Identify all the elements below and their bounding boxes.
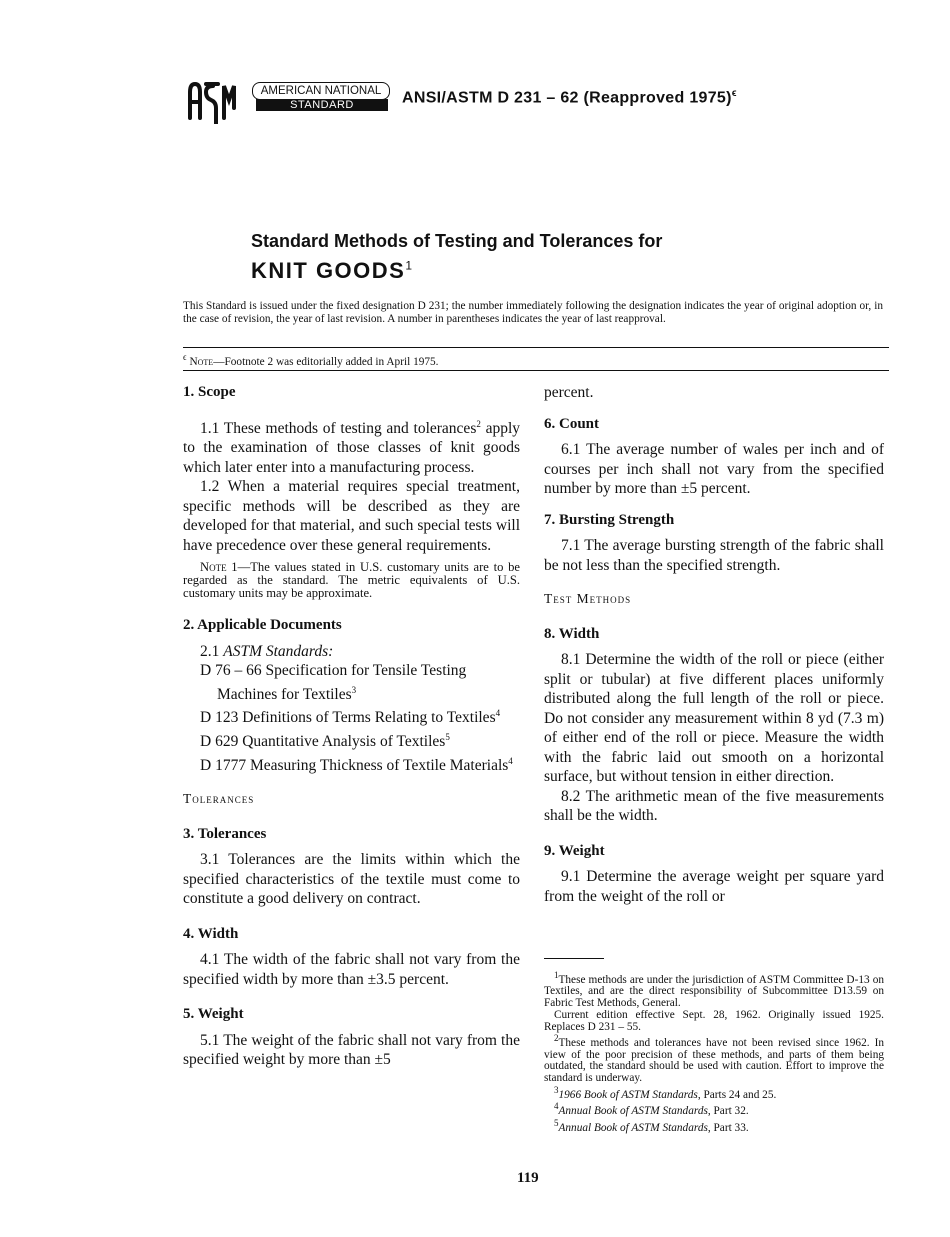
paragraph-8-2: 8.2 The arithmetic mean of the five measurements shall be the width. [544,787,884,824]
footnote-text: These methods and tolerances have not been revised since 1962. In view of the poor precision of these methods, and parts of them being outdated, the standard should be used with caution. Effort to improve the standard is underway. [544,1037,884,1085]
division-heading-tolerances: Tolerances [183,791,255,807]
section-heading-tolerances: 3. Tolerances [183,825,267,842]
paragraph-9-1: 9.1 Determine the average weight per square yard from the weight of the roll or [544,868,884,905]
footnote-text: , Parts 24 and 25. [697,1088,777,1101]
section-heading-weight: 5. Weight [183,1006,244,1023]
designation-mark: ϵ [731,88,737,99]
footnote-1-continued: Current edition effective Sept. 28, 1962. Originally issued 1925. Replaces D 231 – 55. [544,1008,884,1033]
footnote-4 [544,1101,884,1117]
footnote-ref: 2 [476,418,481,429]
note-label: Note 1 [200,560,238,575]
paragraph-5-1-continued: percent. [544,384,594,401]
badge-bottom-label: STANDARD [256,99,388,111]
editorial-note-text: —Footnote 2 was editorially added in April 1975. [213,355,439,368]
text-span: 1.1 These methods of testing and tolerances [200,419,477,437]
footnotes [544,970,884,1134]
document-title-line1: Standard Methods of Testing and Tolerances for [251,231,663,251]
footnote-text: Annual Book of ASTM Standards [558,1121,708,1134]
editorial-note-label: Note [189,355,214,368]
paragraph-2-1 [183,642,520,662]
designation-text: ANSI/ASTM D 231 – 62 (Reapproved 1975) [402,89,732,107]
right-column [544,383,884,906]
paragraph-4-1: 4.1 The width of the fabric shall not vary from the specified width by more than ±3.5 percent. [183,951,520,988]
footnote-5 [544,1118,884,1134]
footnote-text: These methods are under the jurisdiction of ASTM Committee D-13 on Textiles, and are the direct responsibility of Subcommittee D13.59 on Fabric Test Methods, General. [544,973,884,1010]
editorial-note [183,352,438,368]
text-span: apply to the examination of those classes of knit goods which later enter into a manufacturing process. [183,419,521,476]
rule-top [183,347,889,348]
title-main: KNIT GOODS [251,258,406,283]
footnote-ref: 4 [508,755,513,766]
ref-text: D 629 Quantitative Analysis of Textiles [200,733,446,751]
left-column [183,383,520,1070]
astm-standards-label: ASTM Standards: [223,642,334,660]
page-number: 119 [517,1170,539,1186]
section-heading-weight-method: 9. Weight [544,842,605,859]
ref-text: D 1777 Measuring Thickness of Textile Materials [200,756,509,774]
astm-logo-icon [186,78,238,124]
ansi-standard-badge [252,82,392,112]
division-heading-test-methods: Test Methods [544,591,632,606]
section-heading-width: 4. Width [183,925,239,942]
footnote-mark: 4 [554,1101,559,1112]
standard-designation [402,88,737,107]
reference-item [183,752,520,776]
footnote-ref: 5 [445,731,450,742]
badge-top-label: AMERICAN NATIONAL [252,82,390,100]
section-heading-count: 6. Count [544,415,600,432]
footnote-text: Annual Book of ASTM Standards [558,1105,708,1118]
reference-item [183,661,520,704]
section-heading-scope: 1. Scope [183,384,236,400]
footnote-mark: 1 [554,970,559,980]
footnote-3 [544,1085,884,1101]
footnote-text: , Part 33. [707,1121,749,1134]
paragraph-5-1: 5.1 The weight of the fabric shall not vary from the specified weight by more than ±5 [183,1031,520,1069]
note-1 [183,561,520,600]
reference-item [183,728,520,752]
paragraph-1-1 [183,415,520,478]
rule-bottom [183,370,889,371]
footnote-text: , Part 32. [707,1105,749,1118]
note-text: —The values stated in U.S. customary units are to be regarded as the standard. The metric equivalents of U.S. customary units may be approximate. [183,560,520,601]
paragraph-7-1: 7.1 The average bursting strength of the fabric shall be not less than the specified strength. [544,537,884,574]
paragraph-1-2: 1.2 When a material requires special treatment, specific methods will be described as they are developed for that material, and such special tests will have precedence over these general requirements. [183,478,520,554]
ref-text: D 76 – 66 Specification for Tensile Testing Machines for Textiles [200,662,467,703]
footnote-1 [544,970,884,1010]
section-heading-applicable-documents: 2. Applicable Documents [183,617,342,634]
issuance-statement: This Standard is issued under the fixed designation D 231; the number immediately following the designation indicates the year of original adoption or, in the case of revision, the year of last revision. A number in parentheses indicates the year of last reapproval. [183,300,883,325]
editorial-mark: ϵ [183,352,187,362]
paragraph-8-1: 8.1 Determine the width of the roll or piece (either split or tubular) at five different places uniformly distributed along the full length of the roll or piece. Do not consider any measurement within 8 yd (7.3 m) of either end of the roll or piece. Measure the width with the fabric laid out smooth on a horizontal surface, but without tension in either direction. [544,651,884,785]
section-heading-bursting-strength: 7. Bursting Strength [544,511,675,528]
para-number: 2.1 [200,642,224,660]
ref-text: D 123 Definitions of Terms Relating to Textiles [200,709,496,727]
footnote-text: 1966 Book of ASTM Standards [558,1088,698,1101]
footnote-mark: 3 [554,1084,559,1095]
footnote-2 [544,1033,884,1085]
section-heading-width-method: 8. Width [544,625,600,642]
footnote-ref: 4 [495,708,501,719]
footnote-rule [544,958,604,959]
footnote-ref: 3 [351,684,357,695]
title-footnote-mark: 1 [405,258,413,273]
footnote-mark: 5 [554,1117,559,1128]
paragraph-3-1: 3.1 Tolerances are the limits within which the specified characteristics of the textile must come to constitute a good delivery on contract. [183,851,520,908]
paragraph-6-1: 6.1 The average number of wales per inch and of courses per inch shall not vary from the specified number by more than ±5 percent. [544,441,884,497]
document-title-line2 [251,258,412,284]
reference-item [183,704,520,728]
footnote-mark: 2 [554,1033,559,1044]
